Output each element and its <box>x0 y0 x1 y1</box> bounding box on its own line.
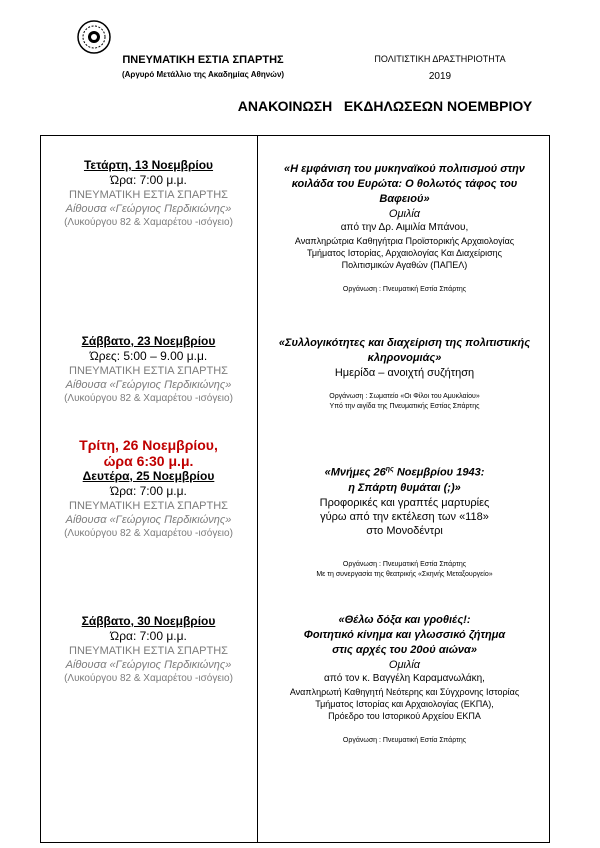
event-3-details <box>262 462 547 580</box>
event-day: Σάββατο, 23 Νοεμβρίου <box>81 334 216 348</box>
event-title-superscript: ης <box>385 466 394 473</box>
column-divider <box>257 135 258 843</box>
event-1-details <box>262 162 547 295</box>
event-time: Ώρα: 7:00 μ.μ. <box>110 629 187 643</box>
event-organizer: Οργάνωση : Σωματείο «Οι Φίλοι του Αμυκλαίου» <box>329 393 480 400</box>
event-speaker: από την Δρ. Αιμιλία Μπάνου, <box>340 222 469 233</box>
event-organizer: Οργάνωση : Πνευματική Εστία Σπάρτης <box>342 737 467 744</box>
speaker-affiliation: Πρόεδρο του Ιστορικού Αρχείου ΕΚΠΑ <box>328 711 481 721</box>
event-type: Ομιλία <box>388 208 421 220</box>
event-2-details <box>262 336 547 412</box>
event-venue: ΠΝΕΥΜΑΤΙΚΗ ΕΣΤΙΑ ΣΠΑΡΤΗΣ <box>69 500 228 512</box>
event-title-part: «Μνήμες 26 <box>324 466 386 479</box>
event-venue: ΠΝΕΥΜΑΤΙΚΗ ΕΣΤΙΑ ΣΠΑΡΤΗΣ <box>69 645 228 657</box>
rescheduled-day: Τρίτη, 26 Νοεμβρίου, <box>79 437 218 453</box>
event-4-details <box>262 613 547 746</box>
seal-logo <box>77 20 111 54</box>
speaker-affiliation: Τμήματος Ιστορίας και Αρχαιολογίας (ΕΚΠΑ), <box>315 699 494 709</box>
event-hall: Αίθουσα «Γεώργιος Περδικιώνης» <box>65 379 232 391</box>
event-time: Ώρα: 7:00 μ.μ. <box>110 173 187 187</box>
event-hall: Αίθουσα «Γεώργιος Περδικιώνης» <box>65 659 232 671</box>
event-venue: ΠΝΕΥΜΑΤΙΚΗ ΕΣΤΙΑ ΣΠΑΡΤΗΣ <box>69 365 228 377</box>
speaker-affiliation: Τμήματος Ιστορίας, Αρχαιολογίας Και Διαχείρισης <box>307 248 502 258</box>
activity-label: ΠΟΛΙΤΙΣΤΙΚΗ ΔΡΑΣΤΗΡΙΟΤΗΤΑ <box>374 54 506 64</box>
year-label: 2019 <box>428 71 452 82</box>
event-description: Προφορικές και γραπτές μαρτυρίες <box>319 496 490 509</box>
event-description: Ημερίδα – ανοιχτή συζήτηση <box>334 367 475 379</box>
event-address: (Λυκούργου 82 & Χαμαρέτου -ισόγειο) <box>64 217 233 228</box>
event-title-line: στις αρχές του 20ού αιώνα» <box>332 644 477 656</box>
event-patronage: Υπό την αιγίδα της Πνευματικής Εστίας Σπάρτης <box>329 403 480 410</box>
event-hall: Αίθουσα «Γεώργιος Περδικιώνης» <box>65 203 232 215</box>
event-time: Ώρες: 5:00 – 9.00 μ.μ. <box>89 349 208 363</box>
event-speaker: από τον κ. Βαγγέλη Καραμανωλάκη, <box>324 673 485 684</box>
event-address: (Λυκούργου 82 & Χαμαρέτου -ισόγειο) <box>64 393 233 404</box>
event-address: (Λυκούργου 82 & Χαμαρέτου -ισόγειο) <box>64 528 233 539</box>
event-3-when <box>45 437 252 541</box>
event-description: στο Μονοδέντρι <box>366 524 443 537</box>
event-address: (Λυκούργου 82 & Χαμαρέτου -ισόγειο) <box>64 673 233 684</box>
event-title-line: Φοιτητικό κίνημα και γλωσσικό ζήτημα <box>303 629 506 641</box>
event-title-line: Βαφειού» <box>379 193 430 205</box>
event-2-when <box>45 334 252 406</box>
event-title-part: Νοεμβρίου 1943: <box>393 466 485 479</box>
event-day: Σάββατο, 30 Νοεμβρίου <box>81 614 216 628</box>
org-subtitle: (Αργυρό Μετάλλιο της Ακαδημίας Αθηνών) <box>121 70 285 79</box>
event-title-line: «Η εμφάνιση του μυκηναϊκού πολιτισμού στην <box>284 163 525 175</box>
event-type: Ομιλία <box>388 659 421 671</box>
event-day: Τετάρτη, 13 Νοεμβρίου <box>83 158 214 172</box>
event-collaboration: Με τη συνεργασία της θεατρικής «Σκηνής Μεταξουργείο» <box>316 570 493 578</box>
event-time: Ώρα: 7:00 μ.μ. <box>110 484 187 498</box>
event-organizer: Οργάνωση : Πνευματική Εστία Σπάρτης <box>342 286 467 293</box>
event-title-line: «Θέλω δόξα και γροθιές!: <box>338 614 471 626</box>
event-title-line: η Σπάρτη θυμάται (;)» <box>348 481 461 494</box>
speaker-affiliation: Αναπληρώτρια Καθηγήτρια Προϊστορικής Αρχαιολογίας <box>294 236 515 246</box>
event-title-line: «Συλλογικότητες και διαχείριση της πολιτιστικής <box>278 337 531 349</box>
event-organizer: Οργάνωση : Πνευματική Εστία Σπάρτης <box>342 560 467 568</box>
event-1-when <box>45 158 252 230</box>
rescheduled-time: ώρα 6:30 μ.μ. <box>103 453 194 469</box>
event-description: γύρω από την εκτέλεση των «118» <box>320 510 489 523</box>
event-title-line: κοιλάδα του Ευρώτα: Ο θολωτός τάφος του <box>291 178 518 190</box>
event-title-line <box>262 462 547 481</box>
event-venue: ΠΝΕΥΜΑΤΙΚΗ ΕΣΤΙΑ ΣΠΑΡΤΗΣ <box>69 189 228 201</box>
event-hall: Αίθουσα «Γεώργιος Περδικιώνης» <box>65 514 232 526</box>
speaker-affiliation: Αναπληρωτή Καθηγητή Νεότερης και Σύγχρονης Ιστορίας <box>289 687 520 697</box>
speaker-affiliation: Πολιτισμικών Αγαθών (ΠΑΠΕΛ) <box>341 260 468 270</box>
event-title-line: κληρονομιάς» <box>367 352 442 364</box>
announcement-title: ΑΝΑΚΟΙΝΩΣΗ ΕΚΔΗΛΩΣΕΩΝ ΝΟΕΜΒΡΙΟΥ <box>237 98 533 114</box>
event-4-when <box>45 614 252 686</box>
org-name: ΠΝΕΥΜΑΤΙΚΗ ΕΣΤΙΑ ΣΠΑΡΤΗΣ <box>122 54 284 66</box>
event-day: Δευτέρα, 25 Νοεμβρίου <box>82 469 215 483</box>
